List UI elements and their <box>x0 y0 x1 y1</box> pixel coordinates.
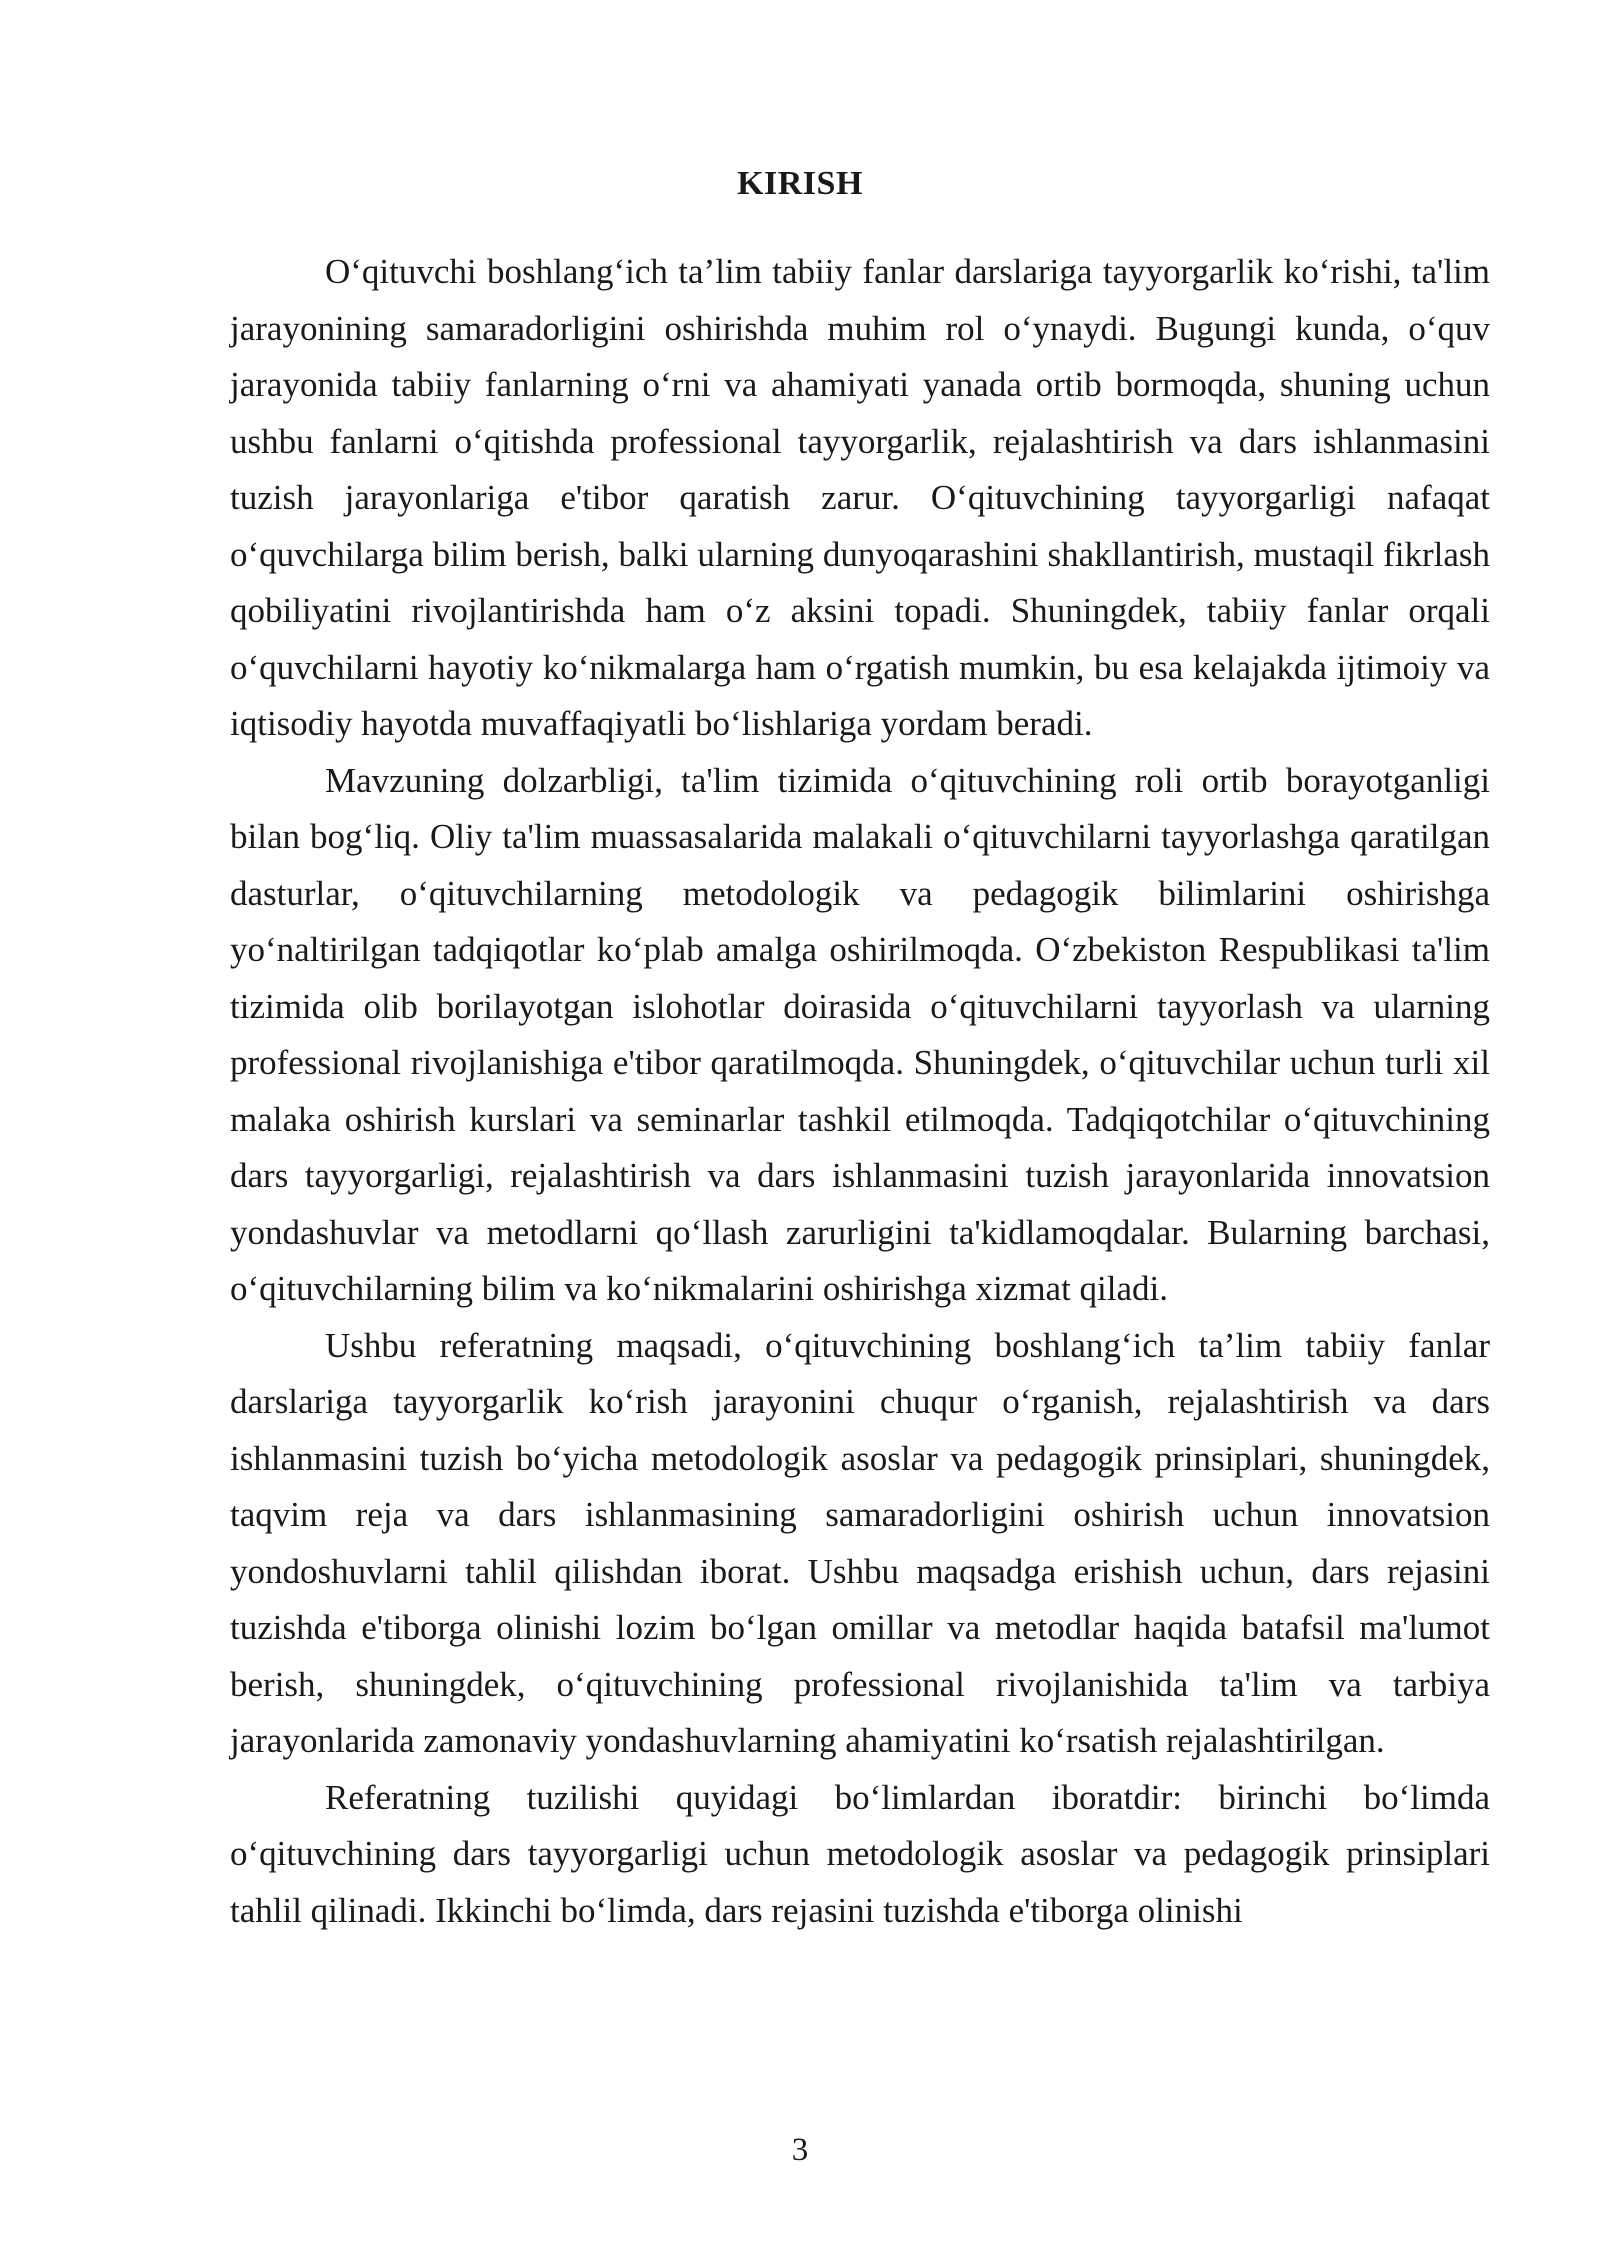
page-number: 3 <box>791 2132 809 2168</box>
paragraph-intro: O‘qituvchi boshlang‘ich ta’lim tabiiy fanlar darslariga tayyorgarlik ko‘rishi, ta'lim jarayonining samaradorligini oshirishda muhim rol o‘ynaydi. Bugungi kunda, o‘quv jarayonida tabiiy fanlarning o‘rni va ahamiyati yanada ortib bormoqda, shuning uchun ushbu fanlarni o‘qitishda professional tayyorgarlik, rejalashtirish va dars ishlanmasini tuzish jarayonlariga e'tibor qaratish zarur. O‘qituvchining tayyorgarligi nafaqat o‘quvchilarga bilim berish, balki ularning dunyoqarashini shakllantirish, mustaqil fikrlash qobiliyatini rivojlantirishda ham o‘z aksini topadi. Shuningdek, tabiiy fanlar orqali o‘quvchilarni hayotiy ko‘nikmalarga ham o‘rgatish mumkin, bu esa kelajakda ijtimoiy va iqtisodiy hayotda muvaffaqiyatli bo‘lishlariga yordam beradi. <box>230 252 1490 743</box>
paragraph-structure: Referatning tuzilishi quyidagi bo‘limlardan iboratdir: birinchi bo‘limda o‘qituvchining dars tayyorgarligi uchun metodologik asoslar va pedagogik prinsiplari tahlil qilinadi. Ikkinchi bo‘limda, dars rejasini tuzishda e'tiborga olinishi <box>230 1777 1490 1930</box>
paragraph-relevance: Mavzuning dolzarbligi, ta'lim tizimida o‘qituvchining roli ortib borayotganligi bilan bog‘liq. Oliy ta'lim muassasalarida malakali o‘qituvchilarni tayyorlashga qaratilgan dasturlar, o‘qituvchilarning metodologik va pedagogik bilimlarini oshirishga yo‘naltirilgan tadqiqotlar ko‘plab amalga oshirilmoqda. O‘zbekiston Respublikasi ta'lim tizimida olib borilayotgan islohotlar doirasida o‘qituvchilarni tayyorlash va ularning professional rivojlanishiga e'tibor qaratilmoqda. Shuningdek, o‘qituvchilar uchun turli xil malaka oshirish kurslari va seminarlar tashkil etilmoqda. Tadqiqotchilar o‘qituvchining dars tayyorgarligi, rejalashtirish va dars ishlanmasini tuzish jarayonlarida innovatsion yondashuvlar va metodlarni qo‘llash zarurligini ta'kidlamoqdalar. Bularning barchasi, o‘qituvchilarning bilim va ko‘nikmalarini oshirishga xizmat qiladi. <box>230 760 1490 1308</box>
body-text <box>230 244 1490 1939</box>
page-title: KIRISH <box>737 165 863 202</box>
paragraph-goal: Ushbu referatning maqsadi, o‘qituvchining boshlang‘ich ta’lim tabiiy fanlar darslariga tayyorgarlik ko‘rish jarayonini chuqur o‘rganish, rejalashtirish va dars ishlanmasini tuzish bo‘yicha metodologik asoslar va pedagogik prinsiplari, shuningdek, taqvim reja va dars ishlanmasining samaradorligini oshirish uchun innovatsion yondoshuvlarni tahlil qilishdan iborat. Ushbu maqsadga erishish uchun, dars rejasini tuzishda e'tiborga olinishi lozim bo‘lgan omillar va metodlar haqida batafsil ma'lumot berish, shuningdek, o‘qituvchining professional rivojlanishida ta'lim va tarbiya jarayonlarida zamonaviy yondashuvlarning ahamiyatini ko‘rsatish rejalashtirilgan. <box>230 1325 1490 1760</box>
